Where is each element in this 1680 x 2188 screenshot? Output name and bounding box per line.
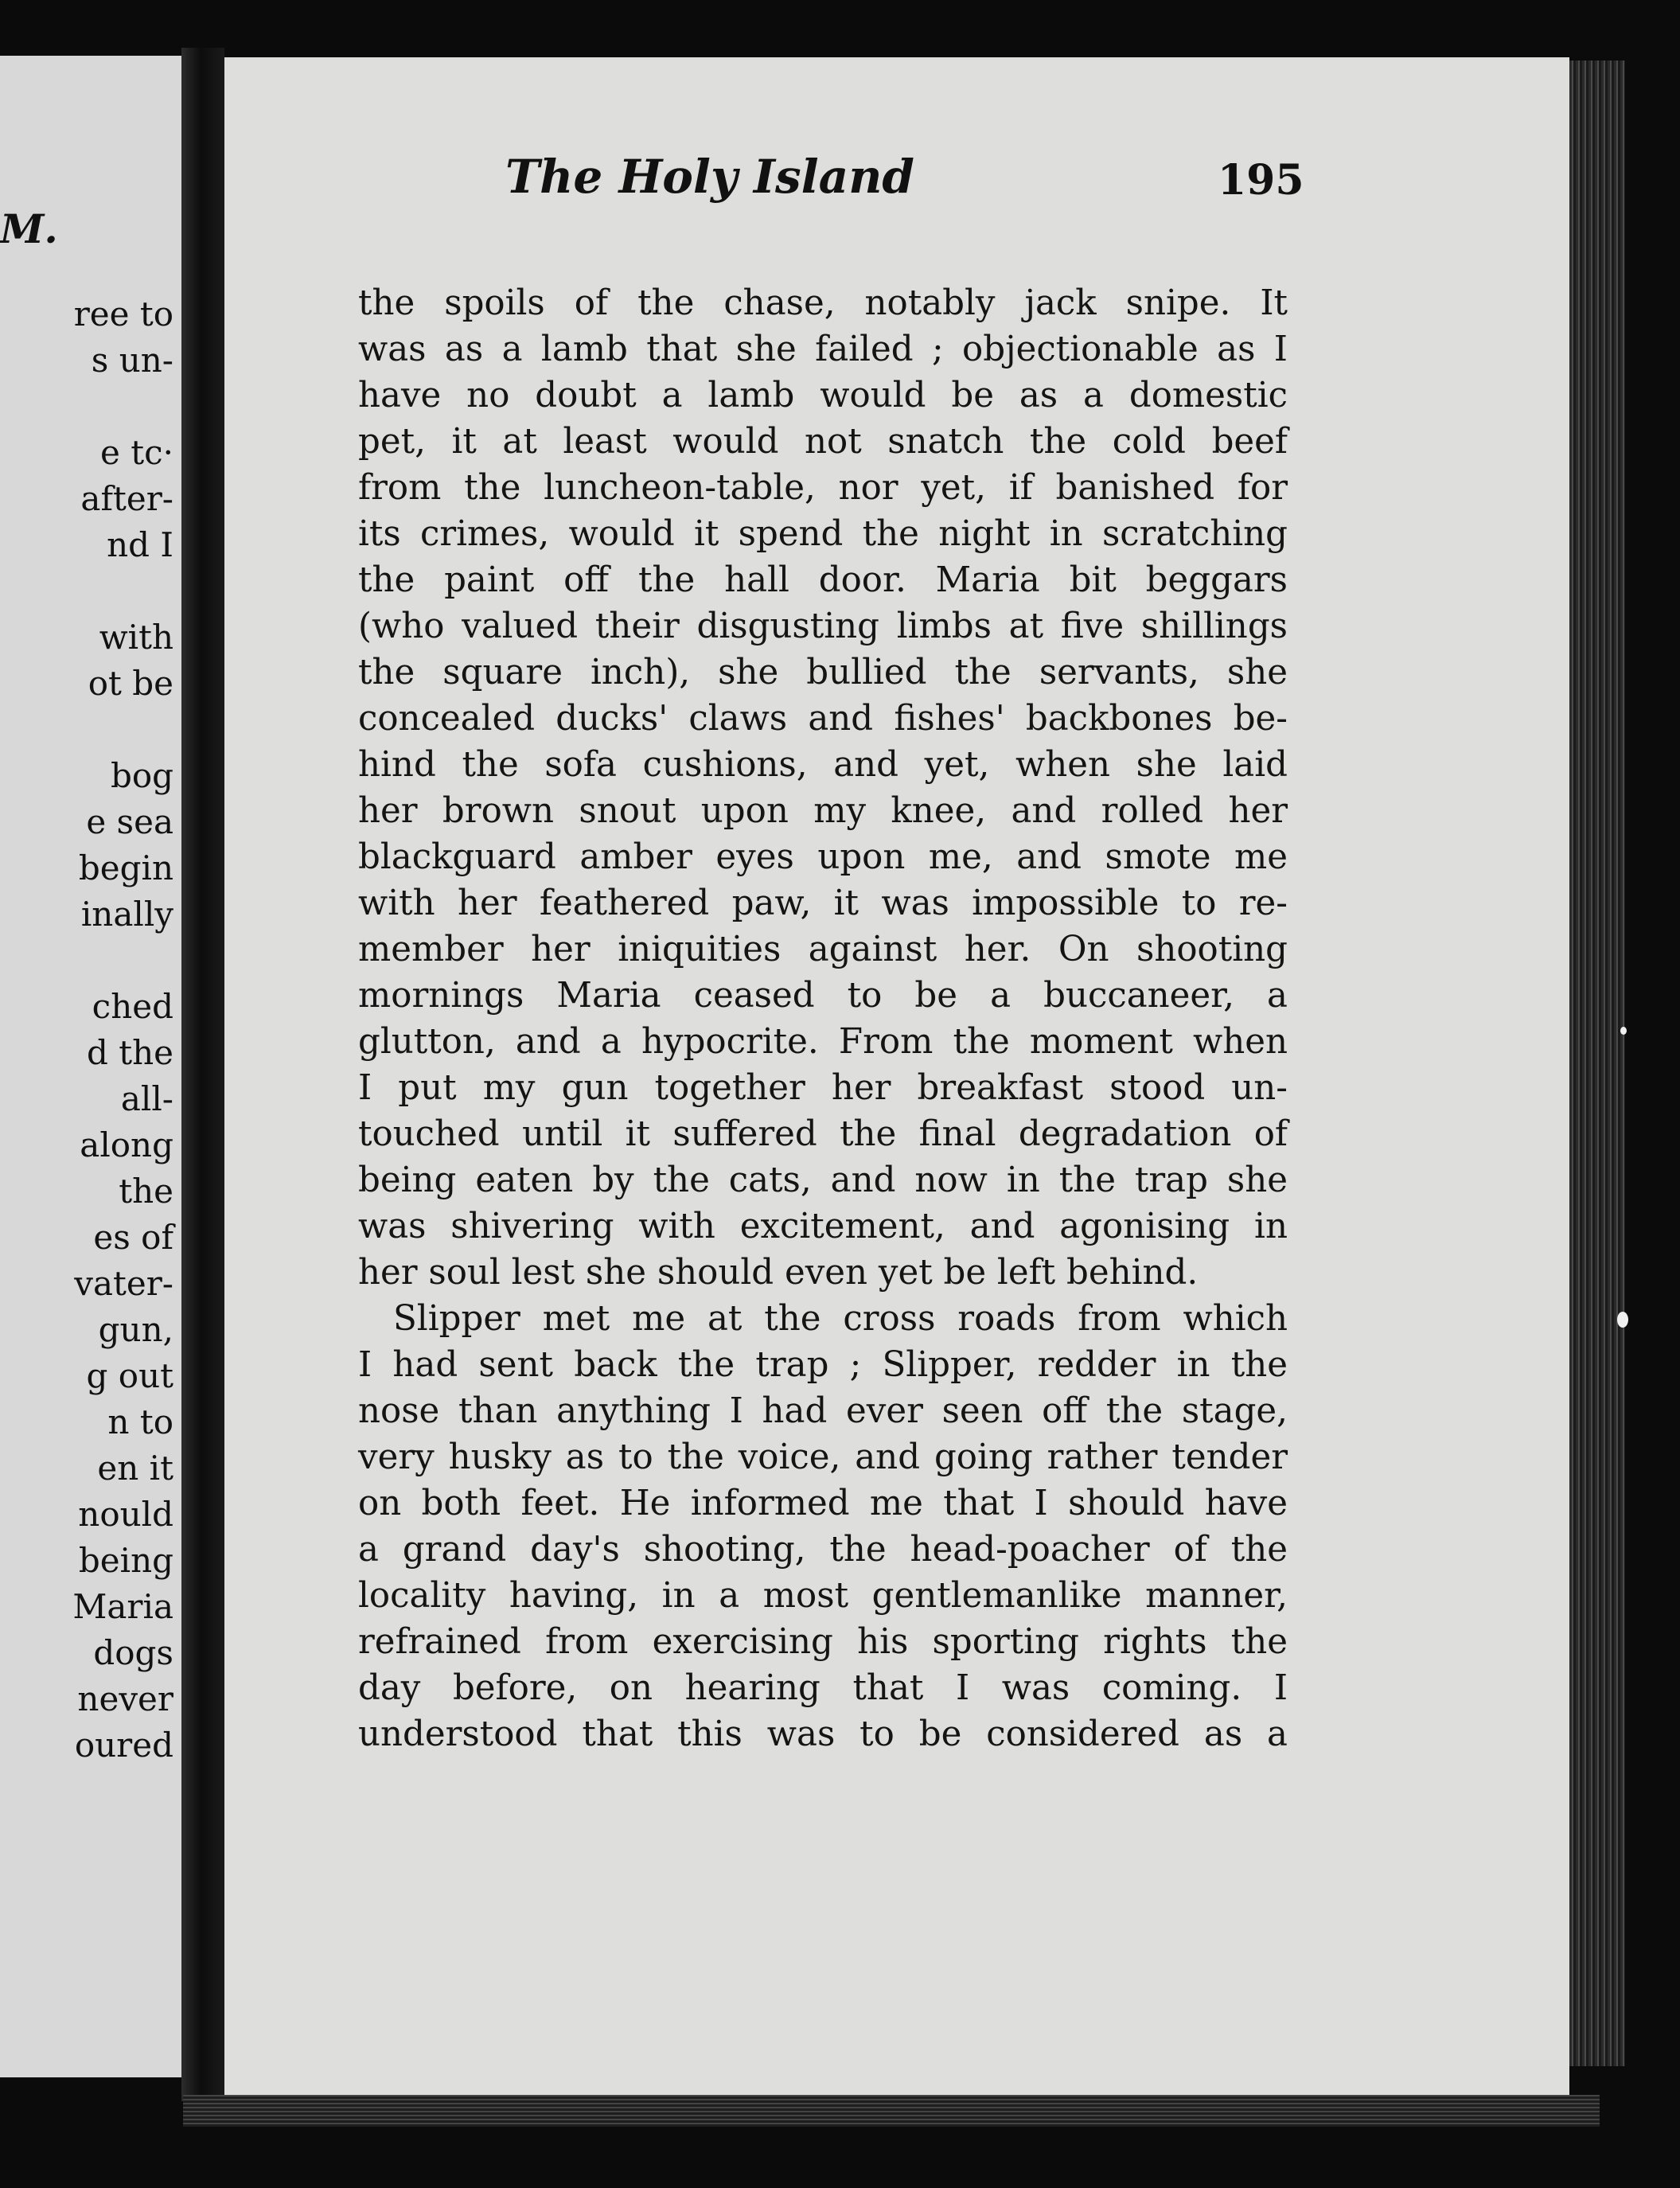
page-number: 195 <box>1218 156 1304 205</box>
text-line: with her feathered paw, it was impossible to re- <box>358 883 1288 923</box>
text-line: on both feet. He informed me that I should have <box>358 1484 1288 1523</box>
previous-page-line: nould <box>78 1495 173 1534</box>
previous-page-line: begin <box>78 848 173 887</box>
text-line: the spoils of the chase, notably jack snipe. It <box>358 283 1288 323</box>
previous-page-header-fragment: M. <box>0 205 58 252</box>
previous-page-line: with <box>99 618 173 657</box>
previous-page-line: inally <box>80 895 173 934</box>
text-line: I put my gun together her breakfast stood un- <box>358 1068 1288 1108</box>
text-line: blackguard amber eyes upon me, and smote me <box>358 837 1288 877</box>
text-line: member her iniquities against her. On shooting <box>358 930 1288 969</box>
scan-speck <box>1620 1027 1627 1035</box>
previous-page-line: en it <box>97 1449 173 1488</box>
text-line: nose than anything I had ever seen off the stage, <box>358 1391 1288 1431</box>
scan-speck <box>1617 1312 1628 1328</box>
page-body-text <box>358 280 1288 1757</box>
book-gutter <box>181 48 224 2101</box>
text-line: day before, on hearing that I was coming. I <box>358 1668 1288 1708</box>
previous-page-line: gun, <box>98 1310 173 1349</box>
previous-page-line: vater- <box>74 1264 173 1303</box>
text-line: Slipper met me at the cross roads from which <box>393 1299 1288 1339</box>
text-line: refrained from exercising his sporting rights the <box>358 1622 1288 1662</box>
text-line: was as a lamb that she failed ; objectionable as I <box>358 330 1288 369</box>
running-header-title: The Holy Island <box>505 150 914 204</box>
previous-page-line: after- <box>80 479 173 518</box>
text-line: pet, it at least would not snatch the cold beef <box>358 422 1288 462</box>
text-line: its crimes, would it spend the night in scratching <box>358 514 1288 554</box>
text-line: a grand day's shooting, the head-poacher of the <box>358 1530 1288 1570</box>
text-line: understood that this was to be considered as a <box>358 1714 1288 1754</box>
text-line: her soul lest she should even yet be left behind. <box>358 1253 1199 1293</box>
text-line: the paint off the hall door. Maria bit beggars <box>358 560 1288 600</box>
text-line: concealed ducks' claws and fishes' backbones be- <box>358 699 1288 739</box>
previous-page-line: s un- <box>91 341 173 380</box>
text-line: was shivering with excitement, and agonising in <box>358 1207 1288 1246</box>
text-line: glutton, and a hypocrite. From the moment when <box>358 1022 1288 1062</box>
previous-page-line: all- <box>120 1079 173 1118</box>
text-line: her brown snout upon my knee, and rolled her <box>358 791 1288 831</box>
text-line: (who valued their disgusting limbs at five shillings <box>358 606 1288 646</box>
text-line: locality having, in a most gentlemanlike manner, <box>358 1576 1288 1616</box>
previous-page-line: e tc· <box>100 433 173 472</box>
previous-page-line: ched <box>92 987 173 1026</box>
previous-page-line: Maria <box>72 1587 173 1626</box>
previous-page-line: oured <box>74 1726 173 1765</box>
text-line: from the luncheon-table, nor yet, if banished for <box>358 468 1288 508</box>
text-line: touched until it suffered the final degradation of <box>358 1114 1288 1154</box>
previous-page-line: along <box>80 1125 173 1164</box>
text-line: mornings Maria ceased to be a buccaneer, a <box>358 976 1288 1016</box>
previous-page-line: n to <box>107 1402 173 1441</box>
previous-page-line: the <box>119 1172 173 1211</box>
text-line: being eaten by the cats, and now in the trap she <box>358 1160 1288 1200</box>
text-line: hind the sofa cushions, and yet, when she laid <box>358 745 1288 785</box>
previous-page-line: e sea <box>86 802 173 841</box>
text-line: have no doubt a lamb would be as a domestic <box>358 376 1288 415</box>
text-line: I had sent back the trap ; Slipper, redder in the <box>358 1345 1288 1385</box>
previous-page-line: bog <box>110 756 173 795</box>
previous-page-line: g out <box>86 1356 173 1395</box>
previous-page-line: being <box>78 1541 173 1580</box>
page-bottom-edge <box>183 2095 1600 2127</box>
text-line: the square inch), she bullied the servants, she <box>358 653 1288 692</box>
previous-page-line: es of <box>93 1218 173 1257</box>
previous-page-line: d the <box>86 1033 173 1072</box>
previous-page-line: ot be <box>88 664 173 703</box>
previous-page-line: dogs <box>93 1633 173 1672</box>
text-line: very husky as to the voice, and going rather tender <box>358 1437 1288 1477</box>
previous-page-line: ree to <box>73 294 173 333</box>
previous-page-line: never <box>77 1679 173 1718</box>
previous-page <box>0 56 189 2077</box>
page-edges <box>1569 60 1625 2066</box>
previous-page-line: nd I <box>107 525 173 564</box>
